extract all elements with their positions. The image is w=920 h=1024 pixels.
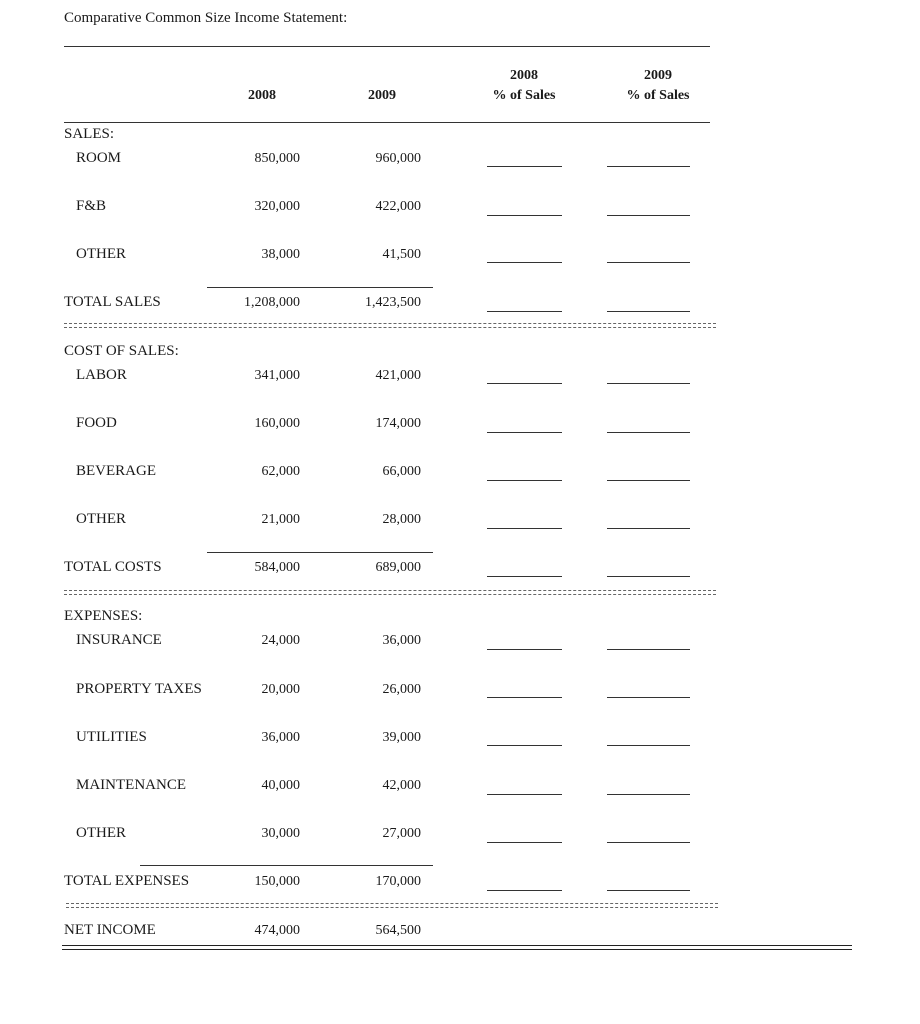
value-insurance-2008: 24,000: [261, 633, 300, 648]
value-utilities-2009: 39,000: [382, 730, 421, 745]
value-sales-other-2008: 38,000: [261, 247, 300, 262]
value-room-2009: 960,000: [375, 151, 421, 166]
blank-pct-2009: [607, 480, 690, 481]
header-2009-pct: [608, 66, 708, 106]
value-total-expenses-2009: 170,000: [375, 874, 421, 889]
blank-pct-2009: [607, 649, 690, 650]
row-label-net-income: NET INCOME: [64, 922, 156, 938]
blank-pct-2008: [487, 166, 562, 167]
blank-pct-2009: [607, 794, 690, 795]
page-title: Comparative Common Size Income Statement:: [64, 10, 348, 26]
blank-pct-2008: [487, 794, 562, 795]
blank-pct-2008: [487, 528, 562, 529]
value-total-costs-2008: 584,000: [254, 560, 300, 575]
blank-pct-2009: [607, 311, 690, 312]
subtotal-rule: [140, 865, 433, 866]
row-label-sales-other: OTHER: [76, 246, 126, 262]
value-total-sales-2008: 1,208,000: [244, 295, 300, 310]
row-label-expenses-other: OTHER: [76, 825, 126, 841]
blank-pct-2008: [487, 697, 562, 698]
value-net-income-2008: 474,000: [254, 923, 300, 938]
header-2009: 2009: [368, 88, 396, 103]
header-2008: 2008: [248, 88, 276, 103]
blank-pct-2009: [607, 745, 690, 746]
blank-pct-2009: [607, 262, 690, 263]
row-label-food: FOOD: [76, 415, 117, 431]
row-label-total-expenses: TOTAL EXPENSES: [64, 873, 190, 889]
row-label-cost-other: OTHER: [76, 511, 126, 527]
header-2008-pct-year: 2008: [510, 68, 538, 83]
value-cost-other-2009: 28,000: [382, 512, 421, 527]
value-maintenance-2009: 42,000: [382, 778, 421, 793]
section-heading-cost: COST OF SALES:: [64, 343, 179, 359]
blank-pct-2009: [607, 215, 690, 216]
value-property-taxes-2009: 26,000: [382, 682, 421, 697]
row-label-total-sales: TOTAL SALES: [64, 294, 161, 310]
value-food-2009: 174,000: [375, 416, 421, 431]
blank-pct-2008: [487, 576, 562, 577]
blank-pct-2008: [487, 383, 562, 384]
divider: [64, 46, 710, 47]
value-insurance-2009: 36,000: [382, 633, 421, 648]
value-total-expenses-2008: 150,000: [254, 874, 300, 889]
blank-pct-2008: [487, 262, 562, 263]
blank-pct-2008: [487, 890, 562, 891]
blank-pct-2008: [487, 432, 562, 433]
section-heading-expenses: EXPENSES:: [64, 608, 143, 624]
blank-pct-2008: [487, 649, 562, 650]
blank-pct-2008: [487, 745, 562, 746]
row-label-beverage: BEVERAGE: [76, 463, 156, 479]
blank-pct-2008: [487, 480, 562, 481]
header-2008-pct-label: % of Sales: [492, 88, 556, 103]
blank-pct-2009: [607, 842, 690, 843]
value-maintenance-2008: 40,000: [261, 778, 300, 793]
value-property-taxes-2008: 20,000: [261, 682, 300, 697]
value-expenses-other-2009: 27,000: [382, 826, 421, 841]
value-beverage-2009: 66,000: [382, 464, 421, 479]
value-total-costs-2009: 689,000: [375, 560, 421, 575]
blank-pct-2009: [607, 890, 690, 891]
blank-pct-2008: [487, 311, 562, 312]
header-2008-pct: [474, 66, 574, 106]
value-labor-2008: 341,000: [254, 368, 300, 383]
value-expenses-other-2008: 30,000: [261, 826, 300, 841]
row-label-total-costs: TOTAL COSTS: [64, 559, 162, 575]
row-label-insurance: INSURANCE: [76, 632, 162, 648]
blank-pct-2009: [607, 697, 690, 698]
value-fb-2009: 422,000: [375, 199, 421, 214]
row-label-labor: LABOR: [76, 367, 127, 383]
row-label-utilities: UTILITIES: [76, 729, 147, 745]
value-food-2008: 160,000: [254, 416, 300, 431]
value-beverage-2008: 62,000: [261, 464, 300, 479]
double-rule: [64, 323, 716, 328]
blank-pct-2009: [607, 166, 690, 167]
value-labor-2009: 421,000: [375, 368, 421, 383]
blank-pct-2009: [607, 576, 690, 577]
blank-pct-2008: [487, 215, 562, 216]
value-sales-other-2009: 41,500: [382, 247, 421, 262]
final-double-rule: [62, 945, 852, 950]
row-label-maintenance: MAINTENANCE: [76, 777, 186, 793]
value-total-sales-2009: 1,423,500: [365, 295, 421, 310]
value-cost-other-2008: 21,000: [261, 512, 300, 527]
double-rule: [64, 590, 716, 595]
row-label-room: ROOM: [76, 150, 122, 166]
value-utilities-2008: 36,000: [261, 730, 300, 745]
section-heading-sales: SALES:: [64, 126, 115, 142]
header-2009-pct-label: % of Sales: [626, 88, 690, 103]
value-net-income-2009: 564,500: [375, 923, 421, 938]
row-label-fb: F&B: [76, 198, 107, 214]
header-2009-pct-year: 2009: [644, 68, 672, 83]
blank-pct-2008: [487, 842, 562, 843]
value-fb-2008: 320,000: [254, 199, 300, 214]
double-rule: [66, 903, 718, 908]
subtotal-rule: [207, 552, 433, 553]
blank-pct-2009: [607, 528, 690, 529]
blank-pct-2009: [607, 383, 690, 384]
divider: [64, 122, 710, 123]
subtotal-rule: [207, 287, 433, 288]
value-room-2008: 850,000: [254, 151, 300, 166]
row-label-property-taxes: PROPERTY TAXES: [76, 681, 202, 697]
blank-pct-2009: [607, 432, 690, 433]
